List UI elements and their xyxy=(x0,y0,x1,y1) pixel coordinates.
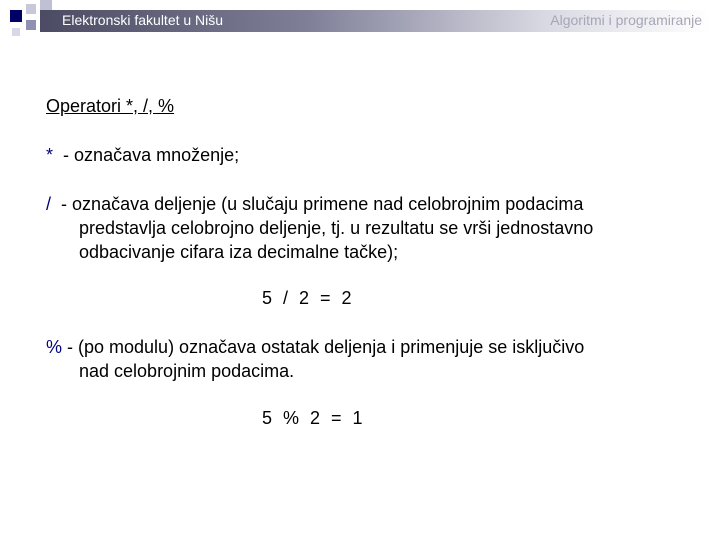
operator-description: - označava množenje; xyxy=(63,145,240,165)
operator-item-multiply xyxy=(46,143,239,167)
decor-square xyxy=(12,28,20,36)
slide-title: Operatori *, /, % xyxy=(46,96,175,116)
operator-symbol: * xyxy=(46,145,54,165)
operator-item-modulo xyxy=(46,335,584,359)
operator-symbol: % xyxy=(46,337,63,357)
course-name: Algoritmi i programiranje xyxy=(550,12,702,28)
header-bar xyxy=(40,10,710,32)
example-division: 5 / 2 = 2 xyxy=(262,288,355,308)
decor-square xyxy=(26,20,36,30)
operator-item-divide xyxy=(46,192,583,216)
operator-description-line: predstavlja celobrojno deljenje, tj. u rezultatu se vrši jednostavno xyxy=(79,218,594,238)
decor-square xyxy=(40,0,52,10)
operator-description: - (po modulu) označava ostatak deljenja i primenjuje se isključivo xyxy=(62,337,585,357)
operator-description-line: nad celobrojnim podacima. xyxy=(79,361,295,381)
example-modulo: 5 % 2 = 1 xyxy=(262,408,366,428)
decor-square xyxy=(10,10,22,22)
operator-symbol: / xyxy=(46,194,52,214)
operator-description-line: odbacivanje cifara iza decimalne tačke); xyxy=(79,242,399,262)
operator-description: - označava deljenje (u slučaju primene nad celobrojnim podacima xyxy=(61,194,584,214)
faculty-name: Elektronski fakultet u Nišu xyxy=(62,12,224,28)
decor-square xyxy=(26,4,36,14)
